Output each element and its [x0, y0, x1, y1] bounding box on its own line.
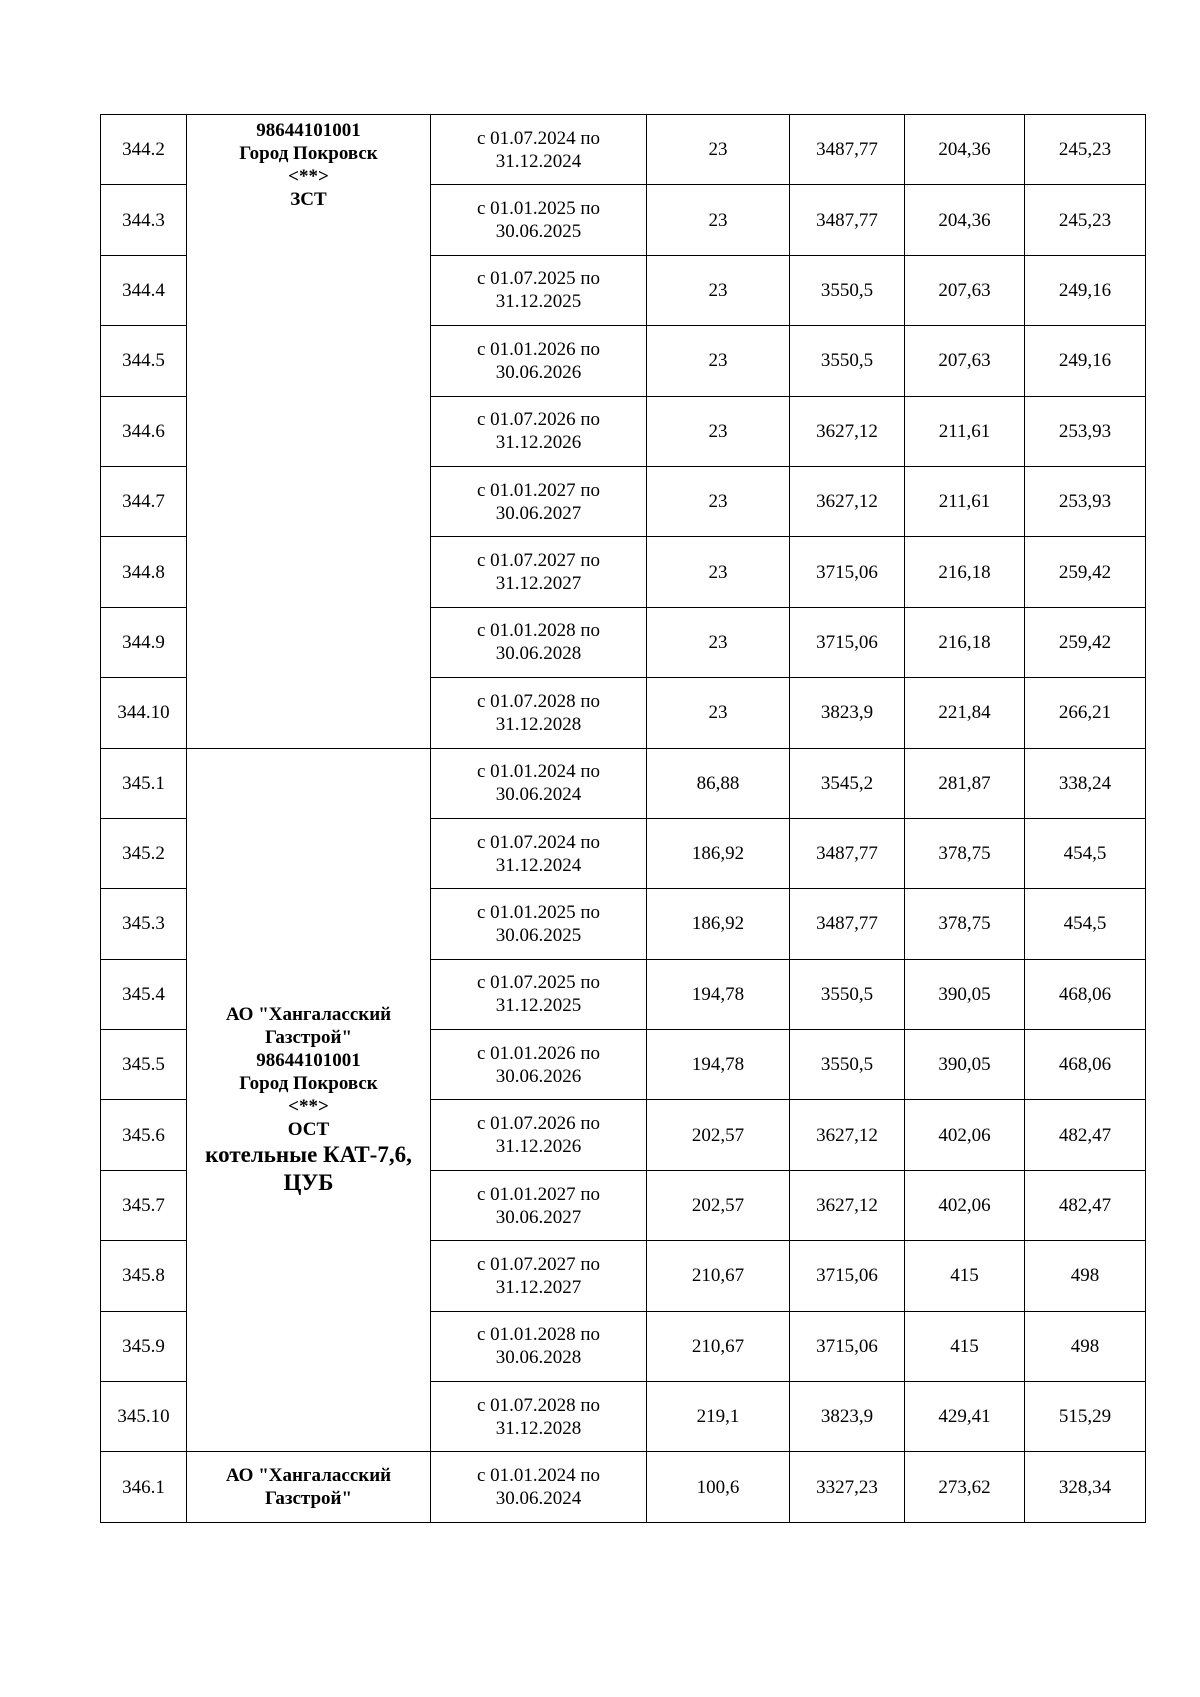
row-number-cell: 344.2	[101, 115, 187, 185]
period-cell	[431, 396, 647, 466]
period-cell	[431, 255, 647, 325]
period-cell	[431, 748, 647, 818]
value-cell-c4: 253,93	[1025, 396, 1146, 466]
value-cell-c3: 402,06	[905, 1170, 1025, 1240]
row-number-cell: 345.10	[101, 1382, 187, 1452]
value-cell-c2: 3627,12	[790, 1170, 905, 1240]
row-number-cell: 344.3	[101, 185, 187, 255]
value-cell-c4: 468,06	[1025, 1030, 1146, 1100]
period-from: с 01.01.2025 по	[476, 901, 601, 923]
value-cell-c2: 3487,77	[790, 889, 905, 959]
value-cell-c2: 3627,12	[790, 1100, 905, 1170]
value-cell-c3: 390,05	[905, 959, 1025, 1029]
period-to: 31.12.2026	[495, 1136, 582, 1158]
value-cell-c3: 378,75	[905, 889, 1025, 959]
value-cell-c4: 245,23	[1025, 115, 1146, 185]
tariff-table	[100, 114, 1146, 1523]
row-number-cell: 344.7	[101, 466, 187, 536]
value-cell-c1: 186,92	[647, 889, 790, 959]
value-cell-c1: 23	[647, 255, 790, 325]
table-row	[101, 748, 1146, 818]
value-cell-c2: 3823,9	[790, 678, 905, 748]
period-to: 31.12.2025	[495, 291, 582, 313]
period-to: 31.12.2024	[495, 150, 582, 172]
value-cell-c4: 245,23	[1025, 185, 1146, 255]
period-from: с 01.01.2026 по	[476, 338, 601, 360]
organization-line: 98644101001	[256, 120, 361, 141]
value-cell-c1: 210,67	[647, 1311, 790, 1381]
value-cell-c1: 23	[647, 115, 790, 185]
row-number-cell: 345.3	[101, 889, 187, 959]
value-cell-c4: 468,06	[1025, 959, 1146, 1029]
row-number-cell: 345.4	[101, 959, 187, 1029]
value-cell-c2: 3487,77	[790, 185, 905, 255]
value-cell-c3: 273,62	[905, 1452, 1025, 1522]
value-cell-c4: 498	[1025, 1241, 1146, 1311]
value-cell-c4: 482,47	[1025, 1170, 1146, 1240]
value-cell-c1: 23	[647, 466, 790, 536]
row-number-cell: 345.1	[101, 748, 187, 818]
row-number-cell: 344.4	[101, 255, 187, 325]
period-cell	[431, 185, 647, 255]
value-cell-c2: 3487,77	[790, 115, 905, 185]
value-cell-c2: 3550,5	[790, 326, 905, 396]
period-to: 30.06.2028	[495, 1347, 582, 1369]
value-cell-c1: 23	[647, 185, 790, 255]
value-cell-c3: 207,63	[905, 326, 1025, 396]
value-cell-c3: 281,87	[905, 748, 1025, 818]
organization-cell	[187, 748, 431, 1452]
row-number-cell: 345.2	[101, 818, 187, 888]
period-to: 31.12.2027	[495, 573, 582, 595]
period-from: с 01.07.2027 по	[476, 1253, 601, 1275]
value-cell-c1: 23	[647, 607, 790, 677]
value-cell-c3: 402,06	[905, 1100, 1025, 1170]
value-cell-c1: 202,57	[647, 1100, 790, 1170]
value-cell-c3: 216,18	[905, 537, 1025, 607]
period-to: 30.06.2024	[495, 1488, 582, 1510]
period-from: с 01.07.2025 по	[476, 268, 601, 290]
organization-line: <**>	[288, 166, 329, 187]
organization-cell	[187, 115, 431, 749]
value-cell-c2: 3550,5	[790, 1030, 905, 1100]
value-cell-c3: 207,63	[905, 255, 1025, 325]
value-cell-c4: 454,5	[1025, 889, 1146, 959]
value-cell-c4: 259,42	[1025, 607, 1146, 677]
period-cell	[431, 466, 647, 536]
value-cell-c3: 204,36	[905, 185, 1025, 255]
value-cell-c3: 378,75	[905, 818, 1025, 888]
period-from: с 01.01.2027 по	[476, 1183, 601, 1205]
period-cell	[431, 1170, 647, 1240]
period-from: с 01.01.2025 по	[476, 198, 601, 220]
period-cell	[431, 889, 647, 959]
tariff-table-body	[101, 115, 1146, 1523]
row-number-cell: 344.5	[101, 326, 187, 396]
value-cell-c1: 194,78	[647, 959, 790, 1029]
period-to: 30.06.2027	[495, 1206, 582, 1228]
value-cell-c4: 266,21	[1025, 678, 1146, 748]
row-number-cell: 346.1	[101, 1452, 187, 1522]
period-cell	[431, 818, 647, 888]
period-to: 30.06.2025	[495, 924, 582, 946]
value-cell-c4: 249,16	[1025, 255, 1146, 325]
period-from: с 01.07.2026 по	[476, 1113, 601, 1135]
value-cell-c4: 515,29	[1025, 1382, 1146, 1452]
period-cell	[431, 115, 647, 185]
value-cell-c1: 23	[647, 326, 790, 396]
period-to: 31.12.2027	[495, 1276, 582, 1298]
organization-line: ОСТ	[287, 1118, 330, 1140]
value-cell-c3: 221,84	[905, 678, 1025, 748]
period-to: 30.06.2024	[495, 784, 582, 806]
period-to: 31.12.2028	[495, 713, 582, 735]
period-from: с 01.01.2028 по	[476, 620, 601, 642]
period-cell	[431, 1030, 647, 1100]
period-cell	[431, 607, 647, 677]
value-cell-c1: 194,78	[647, 1030, 790, 1100]
value-cell-c4: 482,47	[1025, 1100, 1146, 1170]
period-cell	[431, 1452, 647, 1522]
row-number-cell: 344.9	[101, 607, 187, 677]
value-cell-c1: 23	[647, 396, 790, 466]
value-cell-c1: 100,6	[647, 1452, 790, 1522]
period-from: с 01.07.2028 по	[476, 1394, 601, 1416]
period-from: с 01.07.2024 по	[476, 831, 601, 853]
value-cell-c2: 3627,12	[790, 466, 905, 536]
row-number-cell: 344.10	[101, 678, 187, 748]
value-cell-c3: 211,61	[905, 396, 1025, 466]
period-cell	[431, 537, 647, 607]
value-cell-c3: 429,41	[905, 1382, 1025, 1452]
period-from: с 01.01.2024 по	[476, 761, 601, 783]
value-cell-c4: 338,24	[1025, 748, 1146, 818]
value-cell-c1: 23	[647, 537, 790, 607]
period-cell	[431, 1382, 647, 1452]
period-from: с 01.07.2024 по	[476, 127, 601, 149]
value-cell-c3: 204,36	[905, 115, 1025, 185]
value-cell-c2: 3823,9	[790, 1382, 905, 1452]
period-cell	[431, 678, 647, 748]
organization-line: АО "Хангаласский Газстрой"	[225, 1003, 392, 1048]
period-to: 30.06.2027	[495, 502, 582, 524]
value-cell-c4: 253,93	[1025, 466, 1146, 536]
period-cell	[431, 1241, 647, 1311]
period-from: с 01.07.2025 по	[476, 972, 601, 994]
period-to: 31.12.2028	[495, 1417, 582, 1439]
value-cell-c1: 23	[647, 678, 790, 748]
value-cell-c1: 219,1	[647, 1382, 790, 1452]
period-from: с 01.01.2026 по	[476, 1042, 601, 1064]
value-cell-c4: 259,42	[1025, 537, 1146, 607]
period-from: с 01.01.2027 по	[476, 479, 601, 501]
period-from: с 01.07.2027 по	[476, 550, 601, 572]
value-cell-c1: 186,92	[647, 818, 790, 888]
value-cell-c4: 498	[1025, 1311, 1146, 1381]
value-cell-c2: 3715,06	[790, 1241, 905, 1311]
period-to: 30.06.2026	[495, 1065, 582, 1087]
period-from: с 01.07.2028 по	[476, 690, 601, 712]
value-cell-c4: 328,34	[1025, 1452, 1146, 1522]
period-from: с 01.01.2024 по	[476, 1465, 601, 1487]
organization-line: АО "Хангаласский Газстрой"	[225, 1465, 392, 1510]
row-number-cell: 344.8	[101, 537, 187, 607]
period-to: 31.12.2025	[495, 995, 582, 1017]
period-to: 30.06.2026	[495, 361, 582, 383]
value-cell-c4: 454,5	[1025, 818, 1146, 888]
value-cell-c4: 249,16	[1025, 326, 1146, 396]
boiler-house-name: котельные КАТ-7,6, ЦУБ	[205, 1141, 412, 1195]
organization-line: Город Покровск	[239, 143, 378, 164]
period-to: 31.12.2024	[495, 854, 582, 876]
value-cell-c3: 415	[905, 1241, 1025, 1311]
value-cell-c3: 415	[905, 1311, 1025, 1381]
table-row	[101, 1452, 1146, 1522]
value-cell-c1: 202,57	[647, 1170, 790, 1240]
period-cell	[431, 1311, 647, 1381]
value-cell-c2: 3545,2	[790, 748, 905, 818]
value-cell-c2: 3715,06	[790, 1311, 905, 1381]
period-from: с 01.01.2028 по	[476, 1324, 601, 1346]
period-cell	[431, 326, 647, 396]
organization-cell	[187, 1452, 431, 1522]
value-cell-c2: 3715,06	[790, 537, 905, 607]
value-cell-c2: 3627,12	[790, 396, 905, 466]
row-number-cell: 345.6	[101, 1100, 187, 1170]
period-cell	[431, 1100, 647, 1170]
value-cell-c3: 390,05	[905, 1030, 1025, 1100]
value-cell-c2: 3550,5	[790, 255, 905, 325]
value-cell-c2: 3715,06	[790, 607, 905, 677]
row-number-cell: 345.5	[101, 1030, 187, 1100]
value-cell-c2: 3550,5	[790, 959, 905, 1029]
period-to: 30.06.2028	[495, 643, 582, 665]
organization-line: ЗСТ	[290, 189, 327, 210]
value-cell-c2: 3327,23	[790, 1452, 905, 1522]
value-cell-c1: 86,88	[647, 748, 790, 818]
organization-line: 98644101001	[256, 1049, 361, 1071]
value-cell-c3: 216,18	[905, 607, 1025, 677]
table-row	[101, 115, 1146, 185]
organization-line: <**>	[288, 1095, 329, 1117]
row-number-cell: 345.9	[101, 1311, 187, 1381]
period-to: 31.12.2026	[495, 432, 582, 454]
organization-line: Город Покровск	[239, 1072, 378, 1094]
period-to: 30.06.2025	[495, 221, 582, 243]
value-cell-c3: 211,61	[905, 466, 1025, 536]
period-from: с 01.07.2026 по	[476, 409, 601, 431]
row-number-cell: 345.7	[101, 1170, 187, 1240]
row-number-cell: 345.8	[101, 1241, 187, 1311]
value-cell-c2: 3487,77	[790, 818, 905, 888]
row-number-cell: 344.6	[101, 396, 187, 466]
value-cell-c1: 210,67	[647, 1241, 790, 1311]
period-cell	[431, 959, 647, 1029]
